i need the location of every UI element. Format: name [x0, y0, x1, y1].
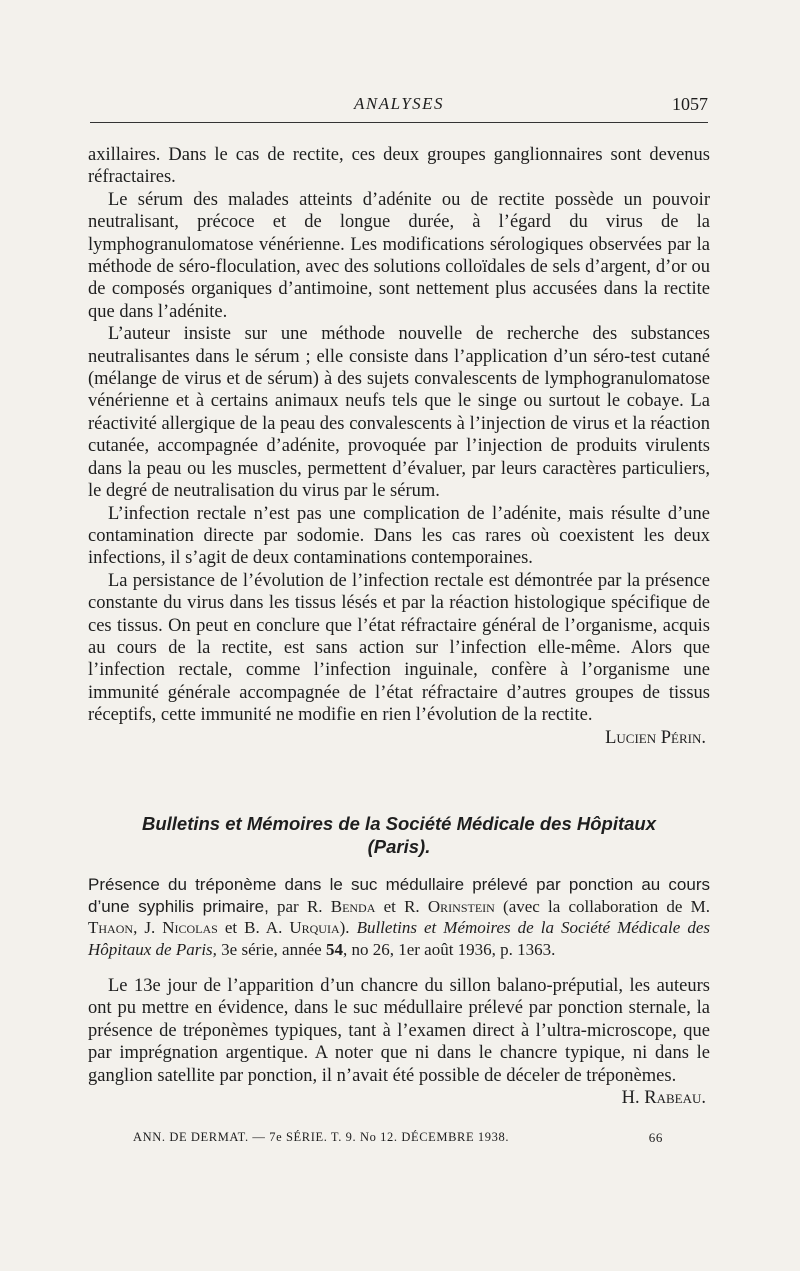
collaboration-end: ). [339, 918, 350, 937]
journal-name: Bulletins et Mémoires de la Société Médicale des Hôpitaux de Paris, [88, 918, 710, 959]
author-name: J. Nicolas [144, 918, 218, 937]
article-summary [88, 975, 710, 1109]
by-word: par [277, 896, 299, 916]
series-info: 3e série, année [221, 939, 322, 959]
running-header [90, 92, 708, 123]
author-name: R. Orinstein [404, 896, 495, 916]
author-signature: Lucien Périn. [605, 727, 706, 748]
author-signature: H. Rabeau. [621, 1088, 706, 1109]
author-name: B. A. Urquia [244, 918, 340, 937]
article-title: Présence du tréponème dans le suc médullaire prélevé par ponction au cours d’une syphilis primaire, [88, 875, 710, 916]
author-name: R. Benda [306, 896, 376, 916]
journal-heading-line: Bulletins et Mémoires de la Société Médicale des Hôpitaux [141, 813, 657, 834]
journal-section-heading [88, 812, 710, 858]
paragraph: L’infection rectale n’est pas une complication de l’adénite, mais résulte d’une contamination directe par sodomie. Dans les cas rares où coexistent les deux infections, il s’agit de deux contaminations contemporaines. [88, 503, 710, 569]
sheet-number: 66 [648, 1130, 663, 1145]
paragraph: Le 13e jour de l’apparition d’un chancre du sillon balano-préputial, les auteurs ont pu mettre en évidence, dans le suc médullaire prélevé par ponction sternale, la présence de tréponèmes typiques, tant à l’examen direct à l’ultra-microscope, que par imprégnation argentique. A noter que ni dans le chancre typique, ni dans le ganglion satellite par ponction, il n’avait été possible de déceler de tréponèmes. [88, 976, 710, 1086]
author-name: M. Thaon [88, 896, 711, 937]
paragraph: axillaires. Dans le cas de rectite, ces deux groupes ganglionnaires sont devenus réfractaires. [88, 145, 710, 188]
article-reference: Présence du tréponème dans le suc médullaire prélevé par ponction au cours d’une syphilis primaire, par R. Benda et R. Orinstein (avec la collaboration de M. Thaon, J. Nicolas et B. A. Urquia). Bulletins et Mémoires de la Société Médicale des Hôpitaux de Paris, 3e série, année 54, no 26, 1er août 1936, p. 1363. [88, 875, 711, 959]
paragraph: La persistance de l’évolution de l’infection rectale est démontrée par la présence constante du virus dans les tissus lésés et par la réaction histologique spécifique de ces tissus. On peut en conclure que l’état réfractaire général de l’organisme, acquis au cours de la rectite, est sans action sur l’infection elle-même. Alors que l’infection rectale, comme l’infection inguinale, confère à l’organisme une immunité générale accompagnée de l’état réfractaire d’autres groupes de tissus réceptifs, cette immunité ne modifie en rien l’évolution de la rectite. [88, 570, 710, 726]
collaboration-note: (avec la collaboration de [503, 896, 683, 916]
issue-info: , no 26, 1er août 1936, p. 1363. [342, 939, 556, 959]
conjunction: et [224, 918, 238, 937]
analysis-body [88, 144, 710, 749]
running-title: ANALYSES [353, 94, 445, 113]
footer-citation-text: ANN. DE DERMAT. — 7e SÉRIE. T. 9. No 12. DÉCEMBRE 1938. [133, 1130, 510, 1144]
paragraph: Le sérum des malades atteints d’adénite ou de rectite possède un pouvoir neutralisant, précoce et de longue durée, à l’égard du virus de la lymphogranulomatose vénérienne. Les modifications sérologiques observées par la méthode de séro-floculation, avec des solutions colloïdales de sels d’argent, d’or ou de composés organiques d’antimoine, sont nettement plus accusées dans la rectite que dans l’adénite. [88, 189, 710, 322]
conjunction: et [383, 896, 396, 916]
journal-heading-line: (Paris). [367, 836, 431, 857]
footer-citation [133, 1130, 663, 1145]
paragraph: L’auteur insiste sur une méthode nouvelle de recherche des substances neutralisantes dans le sérum ; elle consiste dans l’application d’un séro-test cutané (mélange de virus et de sérum) à des sujets convalescents de lymphogranulomatose vénérienne et à certains animaux neufs tels que le singe ou surtout le cobaye. La réactivité allergique de la peau des convalescents à l’injection de virus et la réaction cutanée, accompagnée d’adénite, provoquée par l’injection de produits virulents dans la peau ou les muscles, permettent d’évaluer, par leurs caractères particuliers, le degré de neutralisation du virus par le sérum. [88, 324, 710, 502]
page-number: 1057 [672, 94, 708, 114]
volume-year: 54 [325, 939, 343, 959]
